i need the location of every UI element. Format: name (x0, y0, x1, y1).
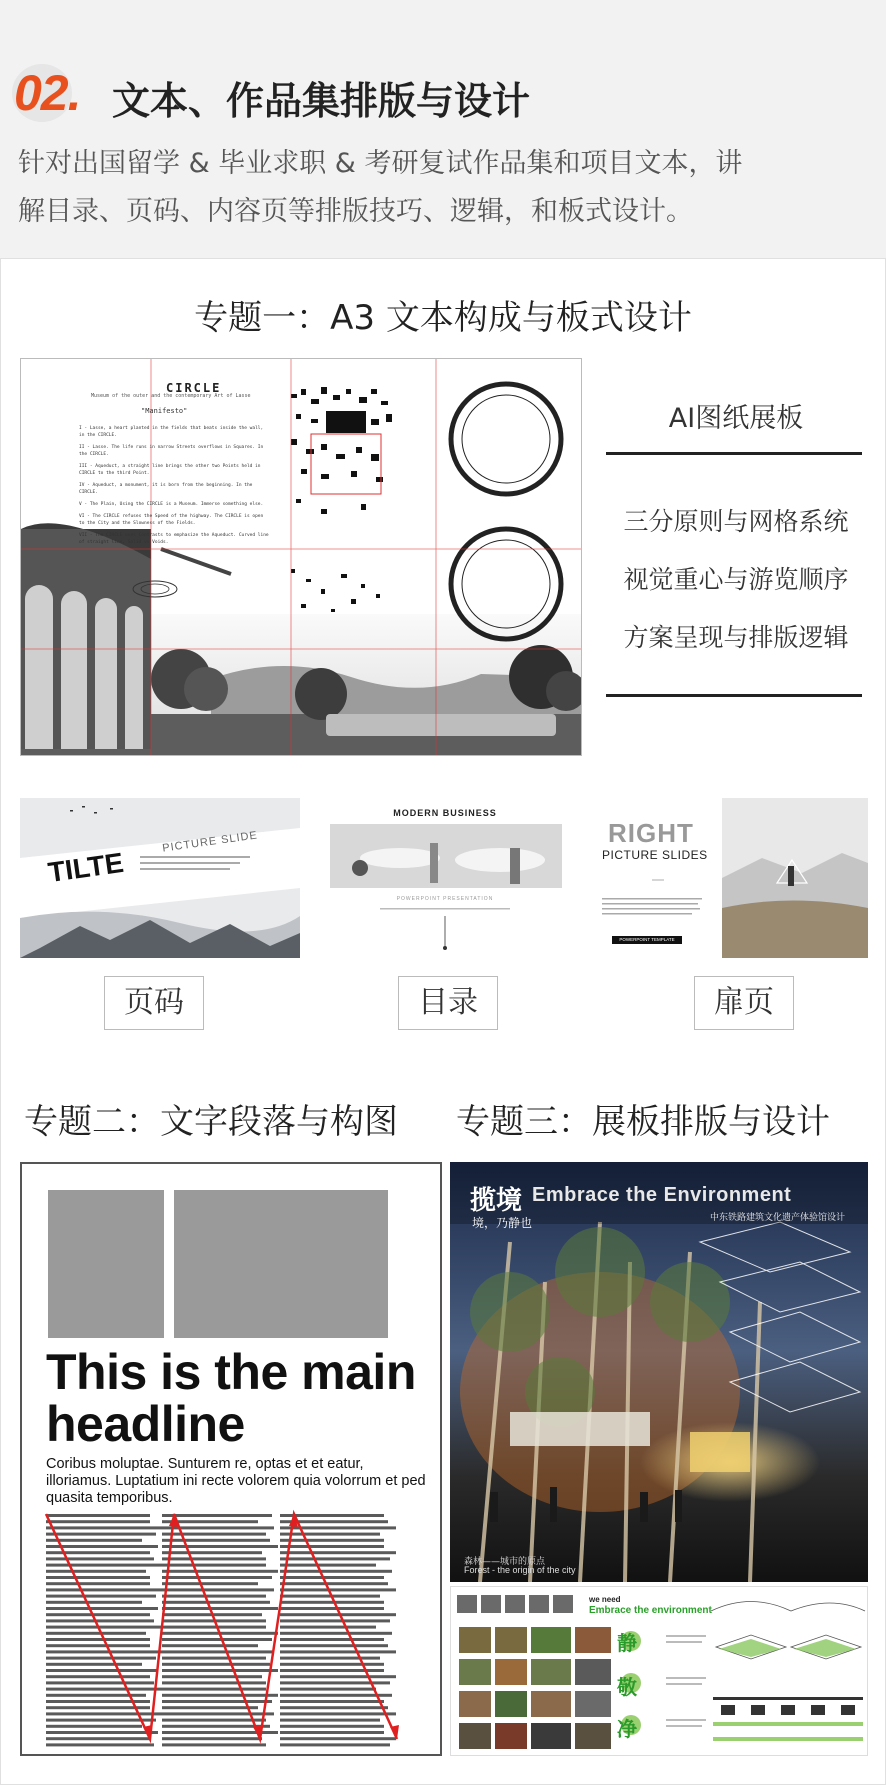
a3-layout-example (20, 358, 582, 756)
text-line-bar (46, 1731, 158, 1734)
main-headline: This is the main headline (46, 1344, 416, 1452)
text-line-bar (162, 1533, 266, 1536)
section-title: 文本、作品集排版与设计 (112, 79, 531, 123)
text-line-bar (280, 1737, 396, 1740)
exhibition-board-poster (450, 1162, 868, 1582)
divider-bottom (606, 694, 862, 697)
text-line-bar (46, 1650, 162, 1653)
topic2-title: 专题二：文字段落与构图 (24, 1102, 398, 1142)
section-number-badge (12, 60, 92, 130)
text-line-bar (46, 1657, 156, 1660)
text-line-bar (46, 1681, 154, 1684)
text-line-bar (280, 1638, 384, 1641)
poster-caption-en: Forest - the origin of the city (464, 1565, 576, 1575)
text-line-bar (162, 1737, 262, 1740)
text-line-bar (280, 1669, 384, 1672)
text-line-bar (280, 1712, 396, 1715)
slide-2-illustration (320, 798, 570, 958)
text-line-bar (46, 1626, 162, 1629)
a3-list-item: VII - The CIRCLE uses Contrasts to emphasize the Aqueduct. Curved line of straight line, Solid vs Voids. (79, 533, 269, 545)
text-line-bar (46, 1632, 146, 1635)
text-line-bar (280, 1576, 384, 1579)
text-line-bar (46, 1663, 142, 1666)
section-number: 02. (14, 65, 81, 121)
board-char-3: 净 (617, 1717, 637, 1741)
a3-list-item: V - The Plain, Using the CIRCLE is a Museum. Immerse something else. (79, 502, 264, 507)
text-line-bar (162, 1669, 278, 1672)
text-line-bar (46, 1551, 150, 1554)
text-line-bar (162, 1644, 258, 1647)
text-layout-example (20, 1162, 442, 1756)
text-line-bar (46, 1595, 156, 1598)
label-cover: 扉页 (694, 976, 794, 1030)
text-line-bar (162, 1650, 274, 1653)
text-line-bar (46, 1539, 142, 1542)
text-line-bar (280, 1533, 380, 1536)
text-line-bar (46, 1644, 150, 1647)
text-line-bar (280, 1706, 388, 1709)
ai-board-item-3: 方案呈现与排版逻辑 (623, 623, 849, 652)
text-line-bar (162, 1576, 272, 1579)
text-line-bar (280, 1731, 384, 1734)
text-line-bar (162, 1626, 266, 1629)
text-line-bar (280, 1700, 384, 1703)
a3-list-item: IV - Aqueduct, a monument, it is born from the beginning. In the CIRCLE. (79, 483, 253, 495)
text-line-bar (280, 1545, 384, 1548)
text-line-bar (46, 1520, 150, 1523)
ai-board-item-2: 视觉重心与游览顺序 (623, 565, 849, 594)
text-line-bar (46, 1737, 150, 1740)
text-line-bar (280, 1675, 396, 1678)
poster-title-en: Embrace the Environment (532, 1184, 792, 1206)
poster-tagline: 境，乃静也 (472, 1216, 533, 1230)
text-line-bar (162, 1681, 266, 1684)
ai-board-item-1: 三分原则与网格系统 (623, 507, 849, 536)
slide-3-tag: POWERPOINT TEMPLATE (619, 937, 675, 942)
a3-list-item: I - Lasse, a heart planted in the fields that beats inside the wall, in the CIRCLE. (79, 426, 264, 438)
text-line-bar (162, 1743, 266, 1746)
text-line-bar (162, 1663, 270, 1666)
text-line-bar (46, 1638, 150, 1641)
slide-2-subtitle: POWERPOINT PRESENTATION (396, 896, 494, 902)
text-line-bar (46, 1564, 162, 1567)
slide-3-big-title: RIGHT (608, 818, 694, 848)
text-line-bar (162, 1700, 272, 1703)
text-line-bar (46, 1588, 162, 1591)
ai-board-title: AI图纸展板 (668, 403, 804, 434)
a3-illustration (21, 359, 581, 755)
text-line-bar (280, 1719, 380, 1722)
text-line-bar (162, 1657, 266, 1660)
divider-top (606, 452, 862, 455)
text-line-bar (280, 1650, 396, 1653)
a3-panel-subheading: Museum of the outer and the contemporary Art of Lasse (91, 393, 251, 399)
headline-body-text: Coribus moluptae. Sunturem re, optas et et eatur, illoriamus. Luptatium ini recte volorem quia volorrum et ped quasita temporibus. (46, 1456, 426, 1506)
topic1-title: 专题一：A3 文本构成与板式设计 (194, 298, 692, 338)
text-line-bar (46, 1619, 154, 1622)
text-line-bar (280, 1688, 376, 1691)
slide-1-subtitle: PICTURE SLIDE (161, 829, 259, 855)
slide-2-title: MODERN BUSINESS (393, 808, 497, 818)
text-line-bar (46, 1576, 150, 1579)
text-line-bar (162, 1675, 262, 1678)
text-line-bar (280, 1539, 384, 1542)
text-line-bar (162, 1564, 266, 1567)
text-line-bar (162, 1570, 278, 1573)
text-line-bar (280, 1564, 376, 1567)
text-line-bar (162, 1545, 278, 1548)
text-line-bar (280, 1681, 390, 1684)
text-line-bar (162, 1688, 266, 1691)
text-line-bar (46, 1669, 158, 1672)
text-line-bar (162, 1607, 278, 1610)
text-line-bar (46, 1675, 150, 1678)
poster-subtitle: 中东铁路建筑文化遗产体验馆设计 (710, 1213, 846, 1223)
a3-panel-manifesto: "Manifesto" (141, 407, 188, 415)
description-line-1: 针对出国留学 & 毕业求职 & 考研复试作品集和项目文本，讲 (18, 148, 743, 179)
text-line-bar (162, 1595, 266, 1598)
text-line-bar (46, 1533, 156, 1536)
slide-cover-example (592, 798, 868, 958)
text-line-bar (46, 1557, 154, 1560)
text-line-bar (46, 1613, 150, 1616)
text-line-bar (162, 1601, 270, 1604)
label-contents: 目录 (398, 976, 498, 1030)
text-line-bar (280, 1725, 384, 1728)
board-char-2: 敬 (617, 1675, 637, 1699)
text-line-bar (280, 1588, 396, 1591)
a3-list-item: III - Aqueduct, a straight line brings the other two Points held in CIRCLE to the third Point. (79, 464, 261, 476)
text-line-bar (162, 1638, 272, 1641)
text-line-bar (162, 1706, 258, 1709)
text-line-bar (46, 1601, 142, 1604)
text-line-bar (46, 1514, 150, 1517)
board-line-1: we need (589, 1595, 621, 1604)
text-line-bar (46, 1712, 162, 1715)
topic3-title: 专题三：展板排版与设计 (456, 1102, 830, 1142)
text-line-bar (280, 1632, 392, 1635)
board-char-1: 静 (617, 1631, 637, 1655)
board-line-2: Embrace the environment (589, 1605, 712, 1616)
text-line-bar (46, 1725, 142, 1728)
description-line-2: 解目录、页码、内容页等排版技巧、逻辑，和板式设计。 (18, 196, 693, 227)
section-description (18, 140, 878, 236)
text-line-bar (280, 1663, 384, 1666)
text-line-bar (280, 1626, 376, 1629)
text-line-bar (162, 1712, 274, 1715)
text-line-bar (280, 1570, 392, 1573)
text-line-bar (46, 1607, 158, 1610)
slide-page-number-example (20, 798, 300, 958)
a3-panel-heading: CIRCLE (166, 381, 222, 395)
text-line-bar (280, 1557, 390, 1560)
text-line-bar (162, 1539, 270, 1542)
a3-list-item: VI - The CIRCLE refuses the Speed of the highway. The CIRCLE is open to the City and the Slowness of the Fields. (79, 514, 264, 526)
text-line-bar (46, 1582, 150, 1585)
text-line-bar (162, 1694, 278, 1697)
text-line-bar (162, 1557, 266, 1560)
text-line-bar (162, 1582, 258, 1585)
text-line-bar (46, 1526, 162, 1529)
text-line-bar (280, 1743, 390, 1746)
text-line-bar (162, 1551, 262, 1554)
poster-caption-cn: 森林——城市的原点 (464, 1557, 546, 1567)
a3-list-item: II - Lasse. The life runs in narrow Streets overflows in Squares. In the CIRCLE. (79, 445, 264, 457)
a3-panel-list (79, 425, 269, 551)
text-line-bar (162, 1514, 272, 1517)
text-line-bar (280, 1601, 384, 1604)
text-line-bar (280, 1613, 396, 1616)
text-line-bar (46, 1688, 162, 1691)
slide-contents-example (320, 798, 570, 958)
slide-1-big-title: TILTE (46, 846, 126, 889)
text-line-bar (46, 1743, 154, 1746)
slide-3-subtitle: PICTURE SLIDES (602, 848, 708, 862)
text-line-bar (280, 1607, 384, 1610)
text-line-bar (162, 1719, 266, 1722)
text-line-bar (162, 1588, 274, 1591)
text-line-bar (280, 1582, 388, 1585)
exhibition-board-detail (450, 1586, 868, 1756)
text-line-bar (280, 1644, 388, 1647)
text-column-illustration (22, 1164, 442, 1756)
text-line-bar (280, 1619, 390, 1622)
text-line-bar (280, 1657, 380, 1660)
text-line-bar (280, 1551, 396, 1554)
poster-title-cn: 揽境 (470, 1186, 523, 1216)
label-page-number: 页码 (104, 976, 204, 1030)
text-line-bar (46, 1570, 146, 1573)
